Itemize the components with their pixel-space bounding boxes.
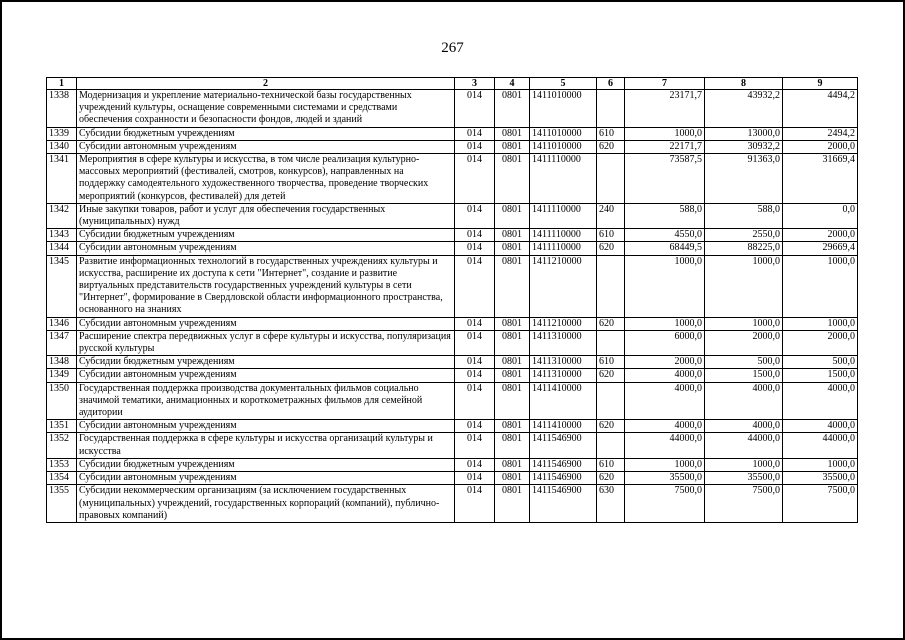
section-code-cell: 0801	[495, 382, 530, 420]
amount-year2-cell: 13000,0	[705, 127, 783, 140]
item-name-cell: Субсидии автономным учреждениям	[77, 369, 455, 382]
expense-type-cell: 620	[597, 140, 625, 153]
column-header: 8	[705, 78, 783, 90]
expense-type-cell: 610	[597, 356, 625, 369]
admin-code-cell: 014	[455, 242, 495, 255]
item-name-cell: Мероприятия в сфере культуры и искусства, в том числе реализация культурно-массовых мероприятий (фестивалей, смотров, конкурсов), направленных на поддержку самодеятельного художественного творчества, проведение творческих мероприятий (конкурсов, фестивалей) для детей	[77, 154, 455, 204]
expense-type-cell	[597, 330, 625, 355]
admin-code-cell: 014	[455, 154, 495, 204]
row-number-cell: 1341	[47, 154, 77, 204]
amount-year3-cell: 2000,0	[783, 140, 858, 153]
item-name-cell: Субсидии автономным учреждениям	[77, 317, 455, 330]
amount-year1-cell: 4000,0	[625, 369, 705, 382]
row-number-cell: 1350	[47, 382, 77, 420]
table-row	[47, 369, 858, 382]
expense-type-cell: 610	[597, 127, 625, 140]
row-number-cell: 1338	[47, 90, 77, 128]
admin-code-cell: 014	[455, 203, 495, 228]
row-number-cell: 1339	[47, 127, 77, 140]
section-code-cell: 0801	[495, 330, 530, 355]
admin-code-cell: 014	[455, 472, 495, 485]
row-number-cell: 1352	[47, 433, 77, 458]
item-name-cell: Государственная поддержка в сфере культуры и искусства организаций культуры и искусства	[77, 433, 455, 458]
section-code-cell: 0801	[495, 203, 530, 228]
amount-year1-cell: 1000,0	[625, 255, 705, 317]
admin-code-cell: 014	[455, 330, 495, 355]
row-number-cell: 1340	[47, 140, 77, 153]
amount-year1-cell: 73587,5	[625, 154, 705, 204]
table-row	[47, 154, 858, 204]
section-code-cell: 0801	[495, 369, 530, 382]
row-number-cell: 1353	[47, 458, 77, 471]
expense-type-cell: 610	[597, 458, 625, 471]
row-number-cell: 1348	[47, 356, 77, 369]
column-header: 4	[495, 78, 530, 90]
target-article-cell: 1411110000	[530, 229, 597, 242]
amount-year2-cell: 30932,2	[705, 140, 783, 153]
item-name-cell: Субсидии бюджетным учреждениям	[77, 127, 455, 140]
target-article-cell: 1411210000	[530, 317, 597, 330]
column-header: 3	[455, 78, 495, 90]
target-article-cell: 1411110000	[530, 242, 597, 255]
column-header: 9	[783, 78, 858, 90]
amount-year1-cell: 1000,0	[625, 458, 705, 471]
amount-year2-cell: 1500,0	[705, 369, 783, 382]
header-row	[47, 78, 858, 90]
amount-year2-cell: 43932,2	[705, 90, 783, 128]
section-code-cell: 0801	[495, 255, 530, 317]
table-row	[47, 330, 858, 355]
table-row	[47, 458, 858, 471]
item-name-cell: Модернизация и укрепление материально-технической базы государственных учреждений культуры, оснащение современными системами и средствами обеспечения сохранности и безопасности фондов, людей и зданий	[77, 90, 455, 128]
amount-year2-cell: 44000,0	[705, 433, 783, 458]
admin-code-cell: 014	[455, 255, 495, 317]
expense-type-cell	[597, 255, 625, 317]
row-number-cell: 1346	[47, 317, 77, 330]
expense-type-cell	[597, 90, 625, 128]
table-row	[47, 140, 858, 153]
amount-year1-cell: 1000,0	[625, 317, 705, 330]
amount-year1-cell: 6000,0	[625, 330, 705, 355]
table-row	[47, 317, 858, 330]
amount-year2-cell: 2000,0	[705, 330, 783, 355]
item-name-cell: Субсидии автономным учреждениям	[77, 420, 455, 433]
amount-year1-cell: 22171,7	[625, 140, 705, 153]
row-number-cell: 1349	[47, 369, 77, 382]
row-number-cell: 1343	[47, 229, 77, 242]
row-number-cell: 1347	[47, 330, 77, 355]
section-code-cell: 0801	[495, 356, 530, 369]
amount-year1-cell: 35500,0	[625, 472, 705, 485]
target-article-cell: 1411410000	[530, 382, 597, 420]
row-number-cell: 1345	[47, 255, 77, 317]
table-row	[47, 229, 858, 242]
amount-year1-cell: 4550,0	[625, 229, 705, 242]
item-name-cell: Субсидии автономным учреждениям	[77, 140, 455, 153]
expense-type-cell: 240	[597, 203, 625, 228]
admin-code-cell: 014	[455, 140, 495, 153]
admin-code-cell: 014	[455, 229, 495, 242]
amount-year3-cell: 31669,4	[783, 154, 858, 204]
target-article-cell: 1411310000	[530, 330, 597, 355]
expense-type-cell: 610	[597, 229, 625, 242]
expense-type-cell: 630	[597, 485, 625, 523]
admin-code-cell: 014	[455, 458, 495, 471]
amount-year2-cell: 4000,0	[705, 382, 783, 420]
target-article-cell: 1411546900	[530, 458, 597, 471]
item-name-cell: Субсидии автономным учреждениям	[77, 242, 455, 255]
section-code-cell: 0801	[495, 127, 530, 140]
amount-year1-cell: 4000,0	[625, 382, 705, 420]
expense-type-cell: 620	[597, 242, 625, 255]
amount-year2-cell: 7500,0	[705, 485, 783, 523]
section-code-cell: 0801	[495, 242, 530, 255]
amount-year1-cell: 1000,0	[625, 127, 705, 140]
item-name-cell: Субсидии бюджетным учреждениям	[77, 458, 455, 471]
amount-year2-cell: 1000,0	[705, 458, 783, 471]
budget-table	[46, 77, 858, 523]
amount-year3-cell: 2000,0	[783, 229, 858, 242]
amount-year2-cell: 88225,0	[705, 242, 783, 255]
row-number-cell: 1342	[47, 203, 77, 228]
amount-year3-cell: 2494,2	[783, 127, 858, 140]
admin-code-cell: 014	[455, 433, 495, 458]
amount-year2-cell: 2550,0	[705, 229, 783, 242]
amount-year2-cell: 91363,0	[705, 154, 783, 204]
expense-type-cell	[597, 382, 625, 420]
amount-year1-cell: 7500,0	[625, 485, 705, 523]
amount-year3-cell: 35500,0	[783, 472, 858, 485]
amount-year3-cell: 1000,0	[783, 255, 858, 317]
amount-year1-cell: 23171,7	[625, 90, 705, 128]
amount-year3-cell: 1000,0	[783, 458, 858, 471]
amount-year2-cell: 1000,0	[705, 255, 783, 317]
table-row	[47, 433, 858, 458]
target-article-cell: 1411010000	[530, 90, 597, 128]
item-name-cell: Субсидии автономным учреждениям	[77, 472, 455, 485]
section-code-cell: 0801	[495, 472, 530, 485]
column-header: 2	[77, 78, 455, 90]
section-code-cell: 0801	[495, 485, 530, 523]
column-header: 7	[625, 78, 705, 90]
amount-year1-cell: 588,0	[625, 203, 705, 228]
target-article-cell: 1411546900	[530, 485, 597, 523]
section-code-cell: 0801	[495, 140, 530, 153]
table-row	[47, 356, 858, 369]
table-row	[47, 420, 858, 433]
section-code-cell: 0801	[495, 420, 530, 433]
row-number-cell: 1351	[47, 420, 77, 433]
expense-type-cell	[597, 154, 625, 204]
expense-type-cell: 620	[597, 420, 625, 433]
target-article-cell: 1411110000	[530, 154, 597, 204]
column-header: 6	[597, 78, 625, 90]
amount-year2-cell: 35500,0	[705, 472, 783, 485]
admin-code-cell: 014	[455, 420, 495, 433]
amount-year3-cell: 29669,4	[783, 242, 858, 255]
amount-year3-cell: 7500,0	[783, 485, 858, 523]
table-row	[47, 242, 858, 255]
item-name-cell: Иные закупки товаров, работ и услуг для обеспечения государственных (муниципальных) нужд	[77, 203, 455, 228]
target-article-cell: 1411110000	[530, 203, 597, 228]
target-article-cell: 1411410000	[530, 420, 597, 433]
amount-year3-cell: 2000,0	[783, 330, 858, 355]
page-number: 267	[441, 40, 464, 56]
target-article-cell: 1411310000	[530, 369, 597, 382]
table-row	[47, 382, 858, 420]
admin-code-cell: 014	[455, 356, 495, 369]
amount-year3-cell: 1000,0	[783, 317, 858, 330]
row-number-cell: 1354	[47, 472, 77, 485]
expense-type-cell: 620	[597, 317, 625, 330]
target-article-cell: 1411546900	[530, 433, 597, 458]
admin-code-cell: 014	[455, 485, 495, 523]
amount-year2-cell: 500,0	[705, 356, 783, 369]
amount-year3-cell: 4000,0	[783, 382, 858, 420]
amount-year3-cell: 500,0	[783, 356, 858, 369]
table-row	[47, 90, 858, 128]
amount-year2-cell: 1000,0	[705, 317, 783, 330]
admin-code-cell: 014	[455, 317, 495, 330]
target-article-cell: 1411546900	[530, 472, 597, 485]
amount-year2-cell: 588,0	[705, 203, 783, 228]
item-name-cell: Субсидии бюджетным учреждениям	[77, 356, 455, 369]
section-code-cell: 0801	[495, 154, 530, 204]
item-name-cell: Развитие информационных технологий в государственных учреждениях культуры и искусства, расширение их доступа к сети "Интернет", создание и развитие виртуальных представительств государственных учреждений культуры в сети "Интернет", формирование в Свердловской области информационного пространства, основанного на знаниях	[77, 255, 455, 317]
amount-year1-cell: 2000,0	[625, 356, 705, 369]
target-article-cell: 1411010000	[530, 127, 597, 140]
amount-year3-cell: 0,0	[783, 203, 858, 228]
amount-year2-cell: 4000,0	[705, 420, 783, 433]
section-code-cell: 0801	[495, 433, 530, 458]
amount-year3-cell: 44000,0	[783, 433, 858, 458]
table-row	[47, 255, 858, 317]
admin-code-cell: 014	[455, 369, 495, 382]
section-code-cell: 0801	[495, 458, 530, 471]
admin-code-cell: 014	[455, 90, 495, 128]
item-name-cell: Государственная поддержка производства документальных фильмов социально значимой тематики, анимационных и короткометражных фильмов для семейной аудитории	[77, 382, 455, 420]
amount-year3-cell: 4000,0	[783, 420, 858, 433]
table-row	[47, 472, 858, 485]
section-code-cell: 0801	[495, 90, 530, 128]
table-row	[47, 485, 858, 523]
admin-code-cell: 014	[455, 382, 495, 420]
amount-year3-cell: 1500,0	[783, 369, 858, 382]
item-name-cell: Субсидии некоммерческим организациям (за исключением государственных (муниципальных) учреждений, государственных корпораций (компаний), публично-правовых компаний)	[77, 485, 455, 523]
table-row	[47, 203, 858, 228]
table-body	[47, 90, 858, 523]
item-name-cell: Расширение спектра передвижных услуг в сфере культуры и искусства, популяризация русской культуры	[77, 330, 455, 355]
target-article-cell: 1411210000	[530, 255, 597, 317]
section-code-cell: 0801	[495, 317, 530, 330]
expense-type-cell: 620	[597, 369, 625, 382]
amount-year3-cell: 4494,2	[783, 90, 858, 128]
table-row	[47, 127, 858, 140]
row-number-cell: 1344	[47, 242, 77, 255]
item-name-cell: Субсидии бюджетным учреждениям	[77, 229, 455, 242]
admin-code-cell: 014	[455, 127, 495, 140]
row-number-cell: 1355	[47, 485, 77, 523]
amount-year1-cell: 44000,0	[625, 433, 705, 458]
column-header: 5	[530, 78, 597, 90]
column-header: 1	[47, 78, 77, 90]
amount-year1-cell: 68449,5	[625, 242, 705, 255]
expense-type-cell: 620	[597, 472, 625, 485]
target-article-cell: 1411310000	[530, 356, 597, 369]
section-code-cell: 0801	[495, 229, 530, 242]
target-article-cell: 1411010000	[530, 140, 597, 153]
amount-year1-cell: 4000,0	[625, 420, 705, 433]
expense-type-cell	[597, 433, 625, 458]
